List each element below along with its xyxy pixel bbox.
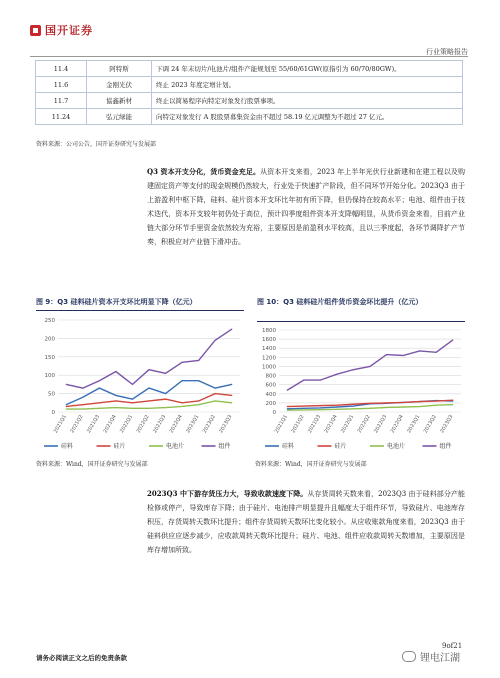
- data-point: [99, 380, 100, 381]
- table-row: [36, 109, 463, 125]
- data-point: [82, 404, 83, 405]
- x-tick-label: 2021Q2: [290, 414, 306, 435]
- data-point: [181, 402, 182, 403]
- table-source: 资料来源：公司公告，国开证券研究与发展部: [36, 141, 157, 148]
- figure-9-source: 资料来源：Wind，国开证券研究与发展部: [36, 461, 148, 468]
- data-point: [148, 387, 149, 388]
- legend-label: 硅料: [61, 443, 74, 450]
- data-point: [303, 405, 304, 406]
- data-point: [436, 400, 437, 401]
- data-point: [452, 400, 453, 401]
- paragraph-body: 从资本开支来看，2023 年上半年光伏行业新建和在建工程以及购建固定资产等支付的现金规模仍然较大，行业处于快速扩产阶段，但不同环节开始分化。2023Q3 由于上游盈利中枢下降，硅料、硅片资本开支环比年初有所下降，但仍保持在较高水平；电池、组件由于技术迭代，资本开支较年初仍处于高位，预计四季度组件资本开支降幅明显，从货币资金来看，目前产业链大部分环节手里资金依然较为充裕，主要原因是前盈利水平较高，且以三季度起，各环节调降扩产节奏，积极应对产业链下滑冲击。: [147, 168, 466, 246]
- data-point: [336, 406, 337, 407]
- report-type: 行业策略报告: [426, 48, 468, 56]
- x-tick-label: 2023Q3: [439, 414, 455, 435]
- data-point: [231, 329, 232, 330]
- data-point: [66, 384, 67, 385]
- table-cell: 11.4: [36, 61, 87, 77]
- data-point: [336, 374, 337, 375]
- data-point: [115, 407, 116, 408]
- data-point: [402, 402, 403, 403]
- data-point: [181, 406, 182, 407]
- table-row: [36, 77, 463, 93]
- data-point: [231, 384, 232, 385]
- disclaimer-note: 请务必阅读正文之后的免责条款: [36, 654, 127, 662]
- y-tick-label: 250: [44, 318, 55, 324]
- data-point: [132, 402, 133, 403]
- paragraph-lead: Q3 资本开支分化，货币资金充足。: [147, 167, 261, 176]
- x-tick-label: 2022Q3: [152, 414, 168, 435]
- data-point: [181, 380, 182, 381]
- page-number: 9of21: [442, 642, 463, 650]
- table-cell: 11.6: [36, 77, 87, 93]
- figure-9-rule: [36, 310, 244, 311]
- data-point: [419, 401, 420, 402]
- data-point: [82, 397, 83, 398]
- data-point: [436, 405, 437, 406]
- data-point: [215, 387, 216, 388]
- data-point: [231, 395, 232, 396]
- data-point: [386, 407, 387, 408]
- table-cell: 阿特斯: [87, 61, 152, 77]
- data-point: [353, 404, 354, 405]
- y-tick-label: 1400: [262, 346, 276, 353]
- x-tick-label: 2023Q1: [185, 414, 201, 435]
- data-point: [132, 408, 133, 409]
- table-cell: 協鑫新材: [87, 93, 152, 109]
- table-cell: 弘元绿能: [87, 109, 152, 125]
- data-point: [148, 408, 149, 409]
- cash-line-chart: [257, 324, 467, 454]
- data-point: [115, 371, 116, 372]
- data-point: [369, 366, 370, 367]
- data-point: [353, 369, 354, 370]
- x-tick-label: 2021Q4: [323, 414, 339, 435]
- data-point: [336, 409, 337, 410]
- brand-name: 国开证券: [45, 24, 93, 37]
- data-point: [231, 402, 232, 403]
- legend-label: 电池片: [166, 443, 185, 450]
- x-tick-label: 2023Q1: [406, 414, 422, 435]
- x-tick-label: 2022Q2: [135, 414, 151, 435]
- data-point: [198, 404, 199, 405]
- data-point: [353, 408, 354, 409]
- data-point: [148, 369, 149, 370]
- events-table: [35, 60, 463, 125]
- data-point: [452, 404, 453, 405]
- x-tick-label: 2021Q3: [85, 414, 102, 435]
- y-tick-label: 1600: [262, 337, 276, 344]
- x-tick-label: 2021Q2: [69, 414, 85, 435]
- data-point: [452, 339, 453, 340]
- table-cell: 向特定对象发行 A 股股票募集资金由不超过 58.19 亿元调整为不超过 27 亿元。: [152, 109, 463, 125]
- data-point: [320, 380, 321, 381]
- data-point: [402, 406, 403, 407]
- data-point: [303, 380, 304, 381]
- data-point: [99, 402, 100, 403]
- series-line: [66, 394, 231, 407]
- data-point: [320, 407, 321, 408]
- x-tick-label: 2022Q2: [356, 414, 372, 435]
- data-point: [303, 408, 304, 409]
- data-point: [287, 406, 288, 407]
- data-point: [181, 362, 182, 363]
- data-point: [320, 405, 321, 406]
- watermark: [402, 649, 460, 664]
- capex-line-chart: [36, 314, 246, 454]
- data-point: [198, 360, 199, 361]
- data-point: [99, 408, 100, 409]
- legend-label: 硅料: [282, 443, 295, 450]
- data-point: [115, 400, 116, 401]
- data-point: [215, 400, 216, 401]
- data-point: [198, 400, 199, 401]
- y-tick-label: 400: [265, 391, 276, 398]
- data-point: [303, 409, 304, 410]
- data-point: [132, 399, 133, 400]
- x-tick-label: 2021Q1: [52, 414, 69, 435]
- data-point: [165, 373, 166, 374]
- data-point: [386, 402, 387, 403]
- data-point: [369, 403, 370, 404]
- table-cell: 11.24: [36, 109, 87, 125]
- data-point: [82, 408, 83, 409]
- x-tick-label: 2022Q1: [119, 414, 135, 435]
- company-logo: [30, 22, 93, 38]
- data-point: [287, 408, 288, 409]
- legend-label: 组件: [439, 443, 452, 450]
- y-tick-label: 200: [44, 336, 55, 343]
- y-tick-label: 200: [265, 400, 276, 407]
- table-row: [36, 93, 463, 109]
- data-point: [353, 405, 354, 406]
- data-point: [287, 410, 288, 411]
- table-cell: 下调 24 年末切片/电池片/组件产能规划至 55/60/61GW(原指引为 60/70/80GW)。: [152, 61, 463, 77]
- data-point: [66, 408, 67, 409]
- x-tick-label: 2022Q4: [168, 414, 184, 435]
- y-tick-label: 1200: [262, 355, 276, 362]
- table-cell: 金刚光伏: [87, 77, 152, 93]
- table-row: [36, 61, 463, 77]
- data-point: [165, 399, 166, 400]
- data-point: [402, 355, 403, 356]
- series-line: [287, 340, 452, 390]
- legend-label: 电池片: [387, 443, 406, 450]
- figure-10-source: 资料来源：Wind，国开证券研究与发展部: [255, 461, 367, 468]
- data-point: [148, 400, 149, 401]
- series-line: [66, 329, 231, 388]
- data-point: [419, 350, 420, 351]
- figure-10-rule: [257, 321, 465, 322]
- data-point: [215, 393, 216, 394]
- logo-icon: [30, 25, 41, 36]
- data-point: [215, 340, 216, 341]
- x-tick-label: 2021Q3: [306, 414, 323, 435]
- y-tick-label: 1000: [262, 364, 276, 371]
- x-tick-label: 2022Q3: [373, 414, 389, 435]
- y-tick-label: 800: [265, 373, 276, 380]
- x-tick-label: 2023Q3: [218, 414, 234, 435]
- data-point: [419, 406, 420, 407]
- data-point: [66, 404, 67, 405]
- x-tick-label: 2022Q4: [389, 414, 405, 435]
- y-tick-label: 0: [51, 410, 55, 416]
- data-point: [198, 380, 199, 381]
- y-tick-label: 1800: [262, 328, 276, 334]
- data-point: [287, 390, 288, 391]
- x-tick-label: 2023Q2: [422, 414, 438, 435]
- data-point: [82, 387, 83, 388]
- data-point: [386, 354, 387, 355]
- watermark-text: 锂电江湖: [420, 653, 460, 664]
- table-cell: 终止 2023 年度定增计划。: [152, 77, 463, 93]
- figure-9-title: 图 9：Q3 硅料硅片资本开支环比明显下降（亿元）: [36, 298, 197, 306]
- data-point: [115, 395, 116, 396]
- y-tick-label: 600: [265, 382, 276, 389]
- legend-label: 硅片: [113, 443, 126, 450]
- legend-label: 硅片: [334, 443, 347, 450]
- data-point: [165, 393, 166, 394]
- y-tick-label: 50: [48, 391, 55, 398]
- paragraph-capex: [147, 165, 465, 249]
- data-point: [165, 407, 166, 408]
- header-divider: [30, 56, 468, 57]
- x-tick-label: 2021Q1: [273, 414, 290, 435]
- legend-label: 组件: [218, 443, 231, 450]
- table-cell: 11.7: [36, 93, 87, 109]
- data-point: [132, 384, 133, 385]
- wechat-icon: [402, 651, 416, 662]
- data-point: [99, 387, 100, 388]
- x-tick-label: 2022Q1: [340, 414, 356, 435]
- y-tick-label: 0: [272, 410, 276, 416]
- data-point: [66, 406, 67, 407]
- y-tick-label: 150: [44, 354, 55, 361]
- x-tick-label: 2023Q2: [201, 414, 217, 435]
- data-point: [320, 409, 321, 410]
- y-tick-label: 100: [44, 373, 55, 380]
- data-point: [336, 405, 337, 406]
- paragraph-body: 从存货周转天数来看，2023Q3 由于硅料部分产能检修或停产，导致库存下降；由于硅片、电池排产明显提升且幅度大于组件环节，导致硅片、电池库存积压，存货周转天数环比提升；组件存货周转天数环比变化较小。从应收账款角度来看，2023Q3 由于硅料供应应逐步减少，应收款周转天数环比提升；硅片、电池、组件应收款周转天数增加，主要原因是库存增加所致。: [147, 490, 466, 554]
- data-point: [436, 352, 437, 353]
- data-point: [369, 408, 370, 409]
- paragraph-lead: 2023Q3 中下游存货压力大，导致收款速度下降。: [147, 489, 308, 498]
- paragraph-inventory: [147, 487, 465, 557]
- x-tick-label: 2021Q4: [102, 414, 118, 435]
- figure-10-title: 图 10：Q3 硅料硅片组件货币资金环比提升（亿元）: [257, 298, 423, 306]
- table-cell: 终止以简易程序向特定对象发行股票事项。: [152, 93, 463, 109]
